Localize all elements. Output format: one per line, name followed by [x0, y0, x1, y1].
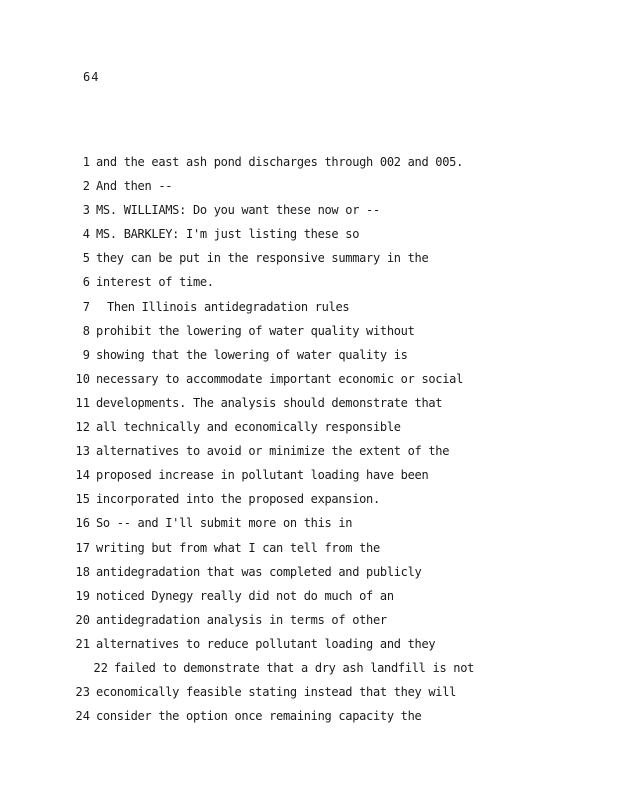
line-number: 1 [82, 155, 90, 169]
line-text: economically feasible stating instead that they will [96, 685, 457, 700]
transcript-line [0, 345, 618, 369]
transcript-line [0, 321, 618, 345]
line-number: 4 [82, 227, 90, 242]
line-number: 8 [82, 323, 90, 338]
line-number: 12 [75, 420, 90, 435]
line-number: 23 [75, 685, 90, 700]
line-text: prohibit the lowering of water quality without [96, 323, 415, 338]
line-text: and the east ash pond discharges through 002 and 005. [96, 155, 464, 169]
line-number: 14 [75, 468, 90, 483]
line-number: 18 [75, 564, 90, 579]
transcript-line [0, 224, 618, 248]
line-text: all technically and economically responsible [96, 420, 401, 435]
line-text: failed to demonstrate that a dry ash landfill is not [114, 660, 475, 675]
line-number: 10 [75, 371, 90, 386]
transcript-line [0, 562, 618, 586]
line-number: 16 [75, 516, 90, 531]
line-text: Then Illinois antidegradation rules [107, 299, 350, 314]
line-number: 17 [75, 540, 90, 555]
line-number: 21 [75, 636, 90, 651]
line-number: 3 [82, 203, 90, 218]
line-number: 20 [75, 612, 90, 627]
transcript-line [0, 393, 618, 417]
transcript-line [0, 706, 618, 730]
transcript-line [0, 152, 618, 176]
transcript-line [0, 538, 618, 562]
transcript-line [0, 369, 618, 393]
transcript-line [0, 658, 618, 682]
line-text: developments. The analysis should demonstrate that [96, 395, 443, 410]
transcript-line [0, 297, 618, 321]
transcript-line [0, 465, 618, 489]
line-text: consider the option once remaining capacity the [96, 709, 422, 724]
transcript-line [0, 586, 618, 610]
transcript-line [0, 682, 618, 706]
line-text: alternatives to avoid or minimize the extent of the [96, 444, 450, 459]
line-number: 6 [82, 275, 90, 290]
line-text: So -- and I'll submit more on this in [96, 516, 353, 531]
line-text: incorporated into the proposed expansion. [96, 492, 380, 507]
line-text: they can be put in the responsive summary in the [96, 251, 429, 266]
line-number: 11 [75, 395, 90, 410]
transcript-line [0, 176, 618, 200]
line-number: 2 [82, 179, 90, 194]
transcript-line [0, 489, 618, 513]
line-text: And then -- [96, 179, 173, 194]
line-text: proposed increase in pollutant loading have been [96, 468, 429, 483]
transcript-body [0, 152, 618, 730]
transcript-line [0, 610, 618, 634]
transcript-line [0, 272, 618, 296]
line-number: 24 [75, 709, 90, 724]
transcript-line [0, 248, 618, 272]
transcript-line [0, 513, 618, 537]
page-number: 64 [83, 70, 100, 84]
transcript-line [0, 634, 618, 658]
line-number: 19 [75, 588, 90, 603]
line-text: showing that the lowering of water quality is [96, 347, 408, 362]
line-text: interest of time. [96, 275, 214, 290]
line-text: MS. WILLIAMS: Do you want these now or -- [96, 203, 380, 218]
transcript-line [0, 200, 618, 224]
line-text: necessary to accommodate important economic or social [96, 371, 464, 386]
line-text: noticed Dynegy really did not do much of an [96, 588, 394, 603]
line-number: 7 [82, 299, 90, 314]
transcript-line [0, 441, 618, 465]
line-text: antidegradation that was completed and publicly [96, 564, 422, 579]
line-number: 22 [93, 660, 108, 675]
line-text: writing but from what I can tell from the [96, 540, 380, 555]
transcript-line [0, 417, 618, 441]
line-number: 9 [82, 347, 90, 362]
line-number: 15 [75, 492, 90, 507]
line-number: 13 [75, 444, 90, 459]
line-text: alternatives to reduce pollutant loading and they [96, 636, 436, 651]
line-number: 5 [82, 251, 90, 266]
line-text: MS. BARKLEY: I'm just listing these so [96, 227, 360, 242]
line-text: antidegradation analysis in terms of other [96, 612, 387, 627]
